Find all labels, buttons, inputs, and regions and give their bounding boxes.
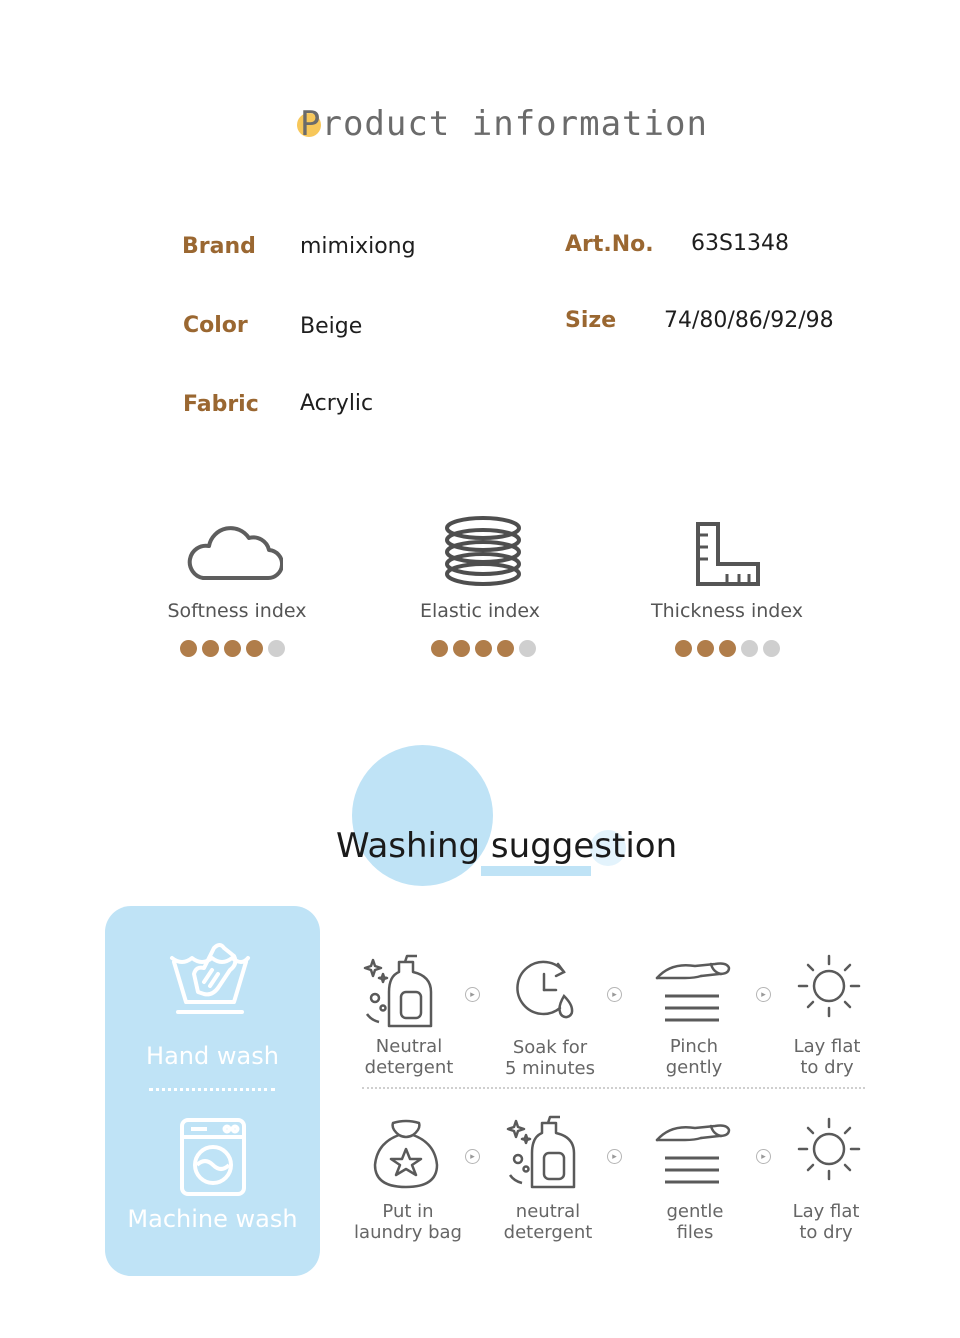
rating-dot bbox=[675, 640, 692, 657]
sun-icon bbox=[797, 1117, 861, 1181]
next-arrow-icon: ▸ bbox=[465, 987, 480, 1002]
cloud-icon bbox=[185, 516, 283, 582]
ruler-icon bbox=[695, 521, 761, 587]
next-arrow-icon: ▸ bbox=[756, 987, 771, 1002]
rating-dot bbox=[431, 640, 448, 657]
panel-divider bbox=[149, 1088, 275, 1091]
fabric-value: Acrylic bbox=[300, 391, 374, 416]
detergent-bottle-icon bbox=[504, 1113, 578, 1191]
step-label: Neutral detergent bbox=[364, 1036, 454, 1078]
step-label: neutral detergent bbox=[503, 1201, 593, 1243]
softness-index-label: Softness index bbox=[167, 600, 307, 622]
elastic-rating bbox=[431, 640, 536, 657]
rating-dot bbox=[246, 640, 263, 657]
rating-dot bbox=[519, 640, 536, 657]
step-label: gentle files bbox=[666, 1201, 724, 1243]
next-arrow-icon: ▸ bbox=[607, 987, 622, 1002]
artno-value: 63S1348 bbox=[691, 231, 789, 256]
elastic-index-label: Elastic index bbox=[419, 600, 541, 622]
hand-over-lines-icon bbox=[655, 958, 731, 1024]
hand-over-lines-icon bbox=[655, 1120, 731, 1186]
brand-value: mimixiong bbox=[300, 234, 416, 259]
step-label: Pinch gently bbox=[665, 1036, 723, 1078]
title-underline bbox=[481, 866, 591, 876]
size-value: 74/80/86/92/98 bbox=[664, 308, 834, 333]
step-label: Put in laundry bag bbox=[354, 1201, 462, 1243]
clock-water-icon bbox=[514, 958, 576, 1020]
next-arrow-icon: ▸ bbox=[607, 1149, 622, 1164]
rating-dot bbox=[475, 640, 492, 657]
sun-icon bbox=[797, 954, 861, 1018]
hand-wash-label: Hand wash bbox=[146, 1042, 279, 1070]
washing-machine-icon bbox=[179, 1117, 247, 1201]
step-label: Lay flat to dry bbox=[792, 1201, 860, 1243]
row-divider bbox=[362, 1087, 865, 1089]
page-title: Product information bbox=[300, 104, 708, 144]
thickness-rating bbox=[675, 640, 780, 657]
step-label: Soak for 5 minutes bbox=[504, 1037, 596, 1079]
rating-dot bbox=[180, 640, 197, 657]
rating-dot bbox=[741, 640, 758, 657]
color-value: Beige bbox=[300, 314, 363, 339]
hand-wash-basin-icon bbox=[168, 940, 252, 1020]
brand-label: Brand bbox=[182, 234, 256, 259]
next-arrow-icon: ▸ bbox=[756, 1149, 771, 1164]
color-label: Color bbox=[183, 313, 248, 338]
rating-dot bbox=[202, 640, 219, 657]
thickness-index-label: Thickness index bbox=[651, 600, 803, 622]
spring-icon bbox=[442, 514, 524, 588]
rating-dot bbox=[268, 640, 285, 657]
softness-rating bbox=[180, 640, 285, 657]
rating-dot bbox=[719, 640, 736, 657]
step-label: Lay flat to dry bbox=[793, 1036, 861, 1078]
washing-title: Washing suggestion bbox=[336, 826, 678, 866]
laundry-bag-icon bbox=[371, 1119, 441, 1191]
detergent-bottle-icon bbox=[361, 952, 435, 1030]
artno-label: Art.No. bbox=[565, 232, 654, 257]
size-label: Size bbox=[565, 308, 617, 333]
rating-dot bbox=[497, 640, 514, 657]
fabric-label: Fabric bbox=[183, 392, 259, 417]
rating-dot bbox=[697, 640, 714, 657]
rating-dot bbox=[224, 640, 241, 657]
machine-wash-label: Machine wash bbox=[127, 1205, 298, 1233]
rating-dot bbox=[453, 640, 470, 657]
rating-dot bbox=[763, 640, 780, 657]
next-arrow-icon: ▸ bbox=[465, 1149, 480, 1164]
